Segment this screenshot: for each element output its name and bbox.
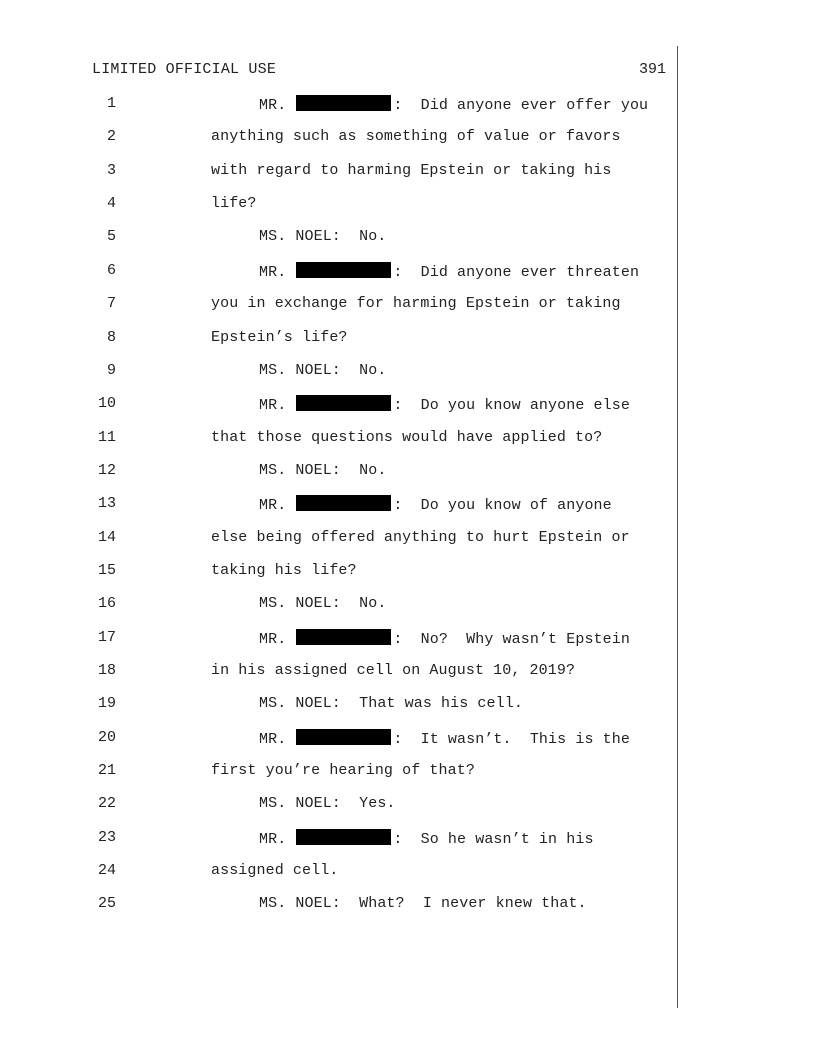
transcript-line <box>0 862 816 886</box>
transcript-line <box>0 495 816 519</box>
line-text: you in exchange for harming Epstein or taking <box>211 295 621 313</box>
spoken-text: : So he wasn’t in his <box>393 830 594 848</box>
line-number: 2 <box>106 128 116 146</box>
transcript-line <box>0 795 816 819</box>
line-number: 4 <box>106 195 116 213</box>
line-number: 14 <box>97 528 116 546</box>
line-number: 8 <box>106 328 116 346</box>
transcript-line <box>0 228 816 252</box>
redaction-box <box>296 629 391 645</box>
line-text: with regard to harming Epstein or taking his <box>211 161 612 179</box>
transcript-line <box>0 762 816 786</box>
line-number: 5 <box>106 228 116 246</box>
transcript-line <box>0 395 816 419</box>
line-number: 25 <box>97 895 116 913</box>
line-text <box>259 595 386 612</box>
speaker-label: MR. <box>259 630 287 648</box>
speaker-label: MR. <box>259 830 287 848</box>
speaker-label: MR. <box>259 97 287 114</box>
line-text: else being offered anything to hurt Epstein or <box>211 528 630 546</box>
redaction-box <box>296 395 391 411</box>
line-text: life? <box>211 195 257 213</box>
line-number: 1 <box>106 95 116 112</box>
line-number: 22 <box>97 795 116 813</box>
line-number: 20 <box>97 728 116 746</box>
transcript-line <box>0 362 816 386</box>
line-text: anything such as something of value or favors <box>211 128 621 146</box>
line-number: 11 <box>97 428 116 446</box>
line-number: 15 <box>97 561 116 579</box>
speaker-label: MS. NOEL: Yes. <box>259 795 396 813</box>
transcript-line <box>0 829 816 853</box>
redaction-box <box>296 729 391 745</box>
line-number: 18 <box>97 662 116 679</box>
line-number: 16 <box>97 595 116 613</box>
line-text <box>259 362 386 379</box>
speaker-label: MR. <box>259 730 287 748</box>
line-text <box>259 95 648 114</box>
line-number: 17 <box>97 628 116 646</box>
transcript-line <box>0 329 816 353</box>
line-text <box>259 629 630 648</box>
line-number: 23 <box>97 828 116 846</box>
line-text <box>259 729 630 748</box>
speaker-label: MS. NOEL: That was his cell. <box>259 695 523 713</box>
line-text <box>259 795 396 812</box>
redaction-box <box>296 495 391 511</box>
transcript-line <box>0 595 816 619</box>
line-text: Epstein’s life? <box>211 328 348 346</box>
spoken-text: : It wasn’t. This is the <box>393 730 630 748</box>
line-text <box>259 395 630 414</box>
speaker-label: MR. <box>259 397 287 415</box>
line-number: 13 <box>97 495 116 513</box>
transcript-line <box>0 128 816 152</box>
line-number: 12 <box>97 461 116 479</box>
transcript-line <box>0 629 816 653</box>
transcript-line <box>0 462 816 486</box>
line-text <box>259 462 386 479</box>
line-text: assigned cell. <box>211 862 339 880</box>
line-text: first you’re hearing of that? <box>211 762 475 779</box>
transcript-line <box>0 429 816 453</box>
line-text <box>259 695 523 712</box>
line-number: 7 <box>106 295 116 313</box>
speaker-label: MR. <box>259 263 287 281</box>
transcript-line <box>0 295 816 319</box>
line-text <box>259 495 612 514</box>
redaction-box <box>296 262 391 278</box>
speaker-label: MR. <box>259 497 287 515</box>
page-number: 391 <box>638 61 666 78</box>
speaker-label: MS. NOEL: No. <box>259 361 387 379</box>
transcript-line <box>0 195 816 219</box>
line-text: taking his life? <box>211 561 357 579</box>
transcript-line <box>0 729 816 753</box>
transcript-line <box>0 895 816 919</box>
transcript-line <box>0 695 816 719</box>
spoken-text: : Do you know of anyone <box>393 497 612 515</box>
line-number: 10 <box>97 395 116 413</box>
line-number: 6 <box>106 261 116 279</box>
transcript-line <box>0 562 816 586</box>
line-text: in his assigned cell on August 10, 2019? <box>211 662 576 679</box>
line-text: that those questions would have applied to? <box>211 428 603 446</box>
classification-header: LIMITED OFFICIAL USE <box>92 61 277 78</box>
transcript-line <box>0 529 816 553</box>
line-number: 19 <box>97 695 116 713</box>
speaker-label: MS. NOEL: No. <box>259 595 387 613</box>
line-number: 3 <box>106 161 116 179</box>
spoken-text: : Did anyone ever threaten <box>393 263 640 281</box>
line-text <box>259 895 587 912</box>
transcript-line <box>0 95 816 119</box>
speaker-label: MS. NOEL: No. <box>259 228 387 246</box>
spoken-text: : Did anyone ever offer you <box>393 97 649 114</box>
line-text <box>259 262 639 281</box>
speaker-label: MS. NOEL: What? I never knew that. <box>259 895 587 913</box>
transcript-line <box>0 162 816 186</box>
line-text <box>259 829 594 848</box>
spoken-text: : No? Why wasn’t Epstein <box>393 630 630 648</box>
redaction-box <box>296 829 391 845</box>
line-number: 9 <box>106 361 116 379</box>
line-text <box>259 228 386 245</box>
spoken-text: : Do you know anyone else <box>393 397 630 415</box>
transcript-line <box>0 662 816 686</box>
line-number: 24 <box>97 862 116 880</box>
speaker-label: MS. NOEL: No. <box>259 461 387 479</box>
line-number: 21 <box>97 762 116 779</box>
redaction-box <box>296 95 391 111</box>
transcript-line <box>0 262 816 286</box>
